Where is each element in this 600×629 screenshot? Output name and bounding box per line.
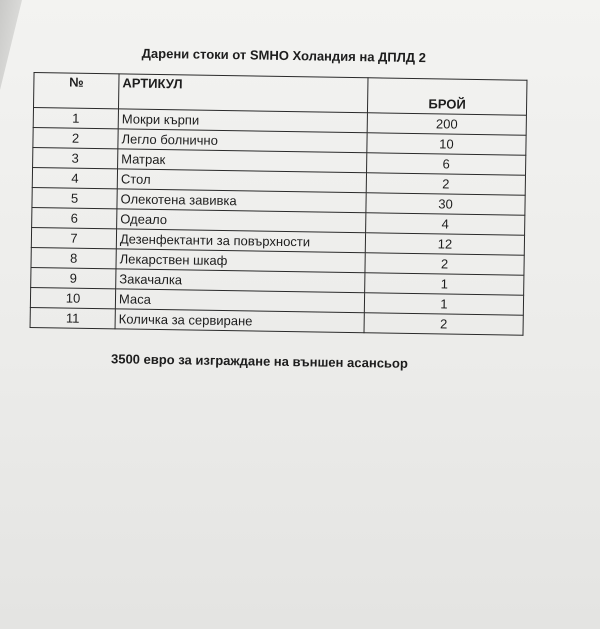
row-item: Легло болнично bbox=[118, 129, 367, 153]
row-quantity: 4 bbox=[366, 213, 525, 235]
row-number: 9 bbox=[31, 267, 116, 288]
header-number: № bbox=[34, 73, 120, 109]
row-number: 1 bbox=[33, 108, 118, 129]
row-quantity: 12 bbox=[365, 233, 524, 255]
row-number: 8 bbox=[31, 247, 116, 268]
row-item: Мокри кърпи bbox=[118, 109, 367, 133]
page-fold-shadow bbox=[0, 0, 22, 90]
row-item: Лекарствен шкаф bbox=[116, 249, 365, 273]
row-number: 3 bbox=[33, 147, 118, 168]
row-item: Закачалка bbox=[116, 269, 365, 293]
row-item: Одеало bbox=[117, 209, 366, 233]
donations-table bbox=[30, 72, 528, 336]
row-item: Матрак bbox=[118, 149, 367, 173]
row-item: Количка за сервиране bbox=[115, 309, 364, 333]
row-item: Дезенфектанти за повърхности bbox=[116, 229, 365, 253]
document-body bbox=[29, 44, 534, 373]
header-quantity: БРОЙ bbox=[367, 78, 527, 115]
row-quantity: 10 bbox=[367, 133, 526, 155]
row-item: Маса bbox=[115, 289, 364, 313]
row-quantity: 6 bbox=[367, 153, 526, 175]
row-quantity: 200 bbox=[367, 113, 526, 135]
row-number: 2 bbox=[33, 127, 118, 148]
row-number: 10 bbox=[30, 287, 115, 308]
row-number: 6 bbox=[32, 207, 117, 228]
table-body bbox=[30, 108, 526, 336]
row-quantity: 2 bbox=[364, 313, 523, 335]
row-quantity: 2 bbox=[365, 253, 524, 275]
elevator-note: 3500 евро за изграждане на външен асансьор bbox=[110, 351, 408, 371]
row-number: 5 bbox=[32, 187, 117, 208]
row-item: Стол bbox=[117, 169, 366, 193]
row-number: 11 bbox=[30, 307, 115, 328]
row-quantity: 1 bbox=[365, 273, 524, 295]
row-number: 4 bbox=[32, 167, 117, 188]
document-title: Дарени стоки от SMHO Холандия на ДПЛД 2 bbox=[141, 45, 427, 66]
header-item: АРТИКУЛ bbox=[118, 74, 368, 113]
row-item: Олекотена завивка bbox=[117, 189, 366, 213]
row-number: 7 bbox=[31, 227, 116, 248]
row-quantity: 30 bbox=[366, 193, 525, 215]
row-quantity: 2 bbox=[366, 173, 525, 195]
row-quantity: 1 bbox=[364, 293, 523, 315]
